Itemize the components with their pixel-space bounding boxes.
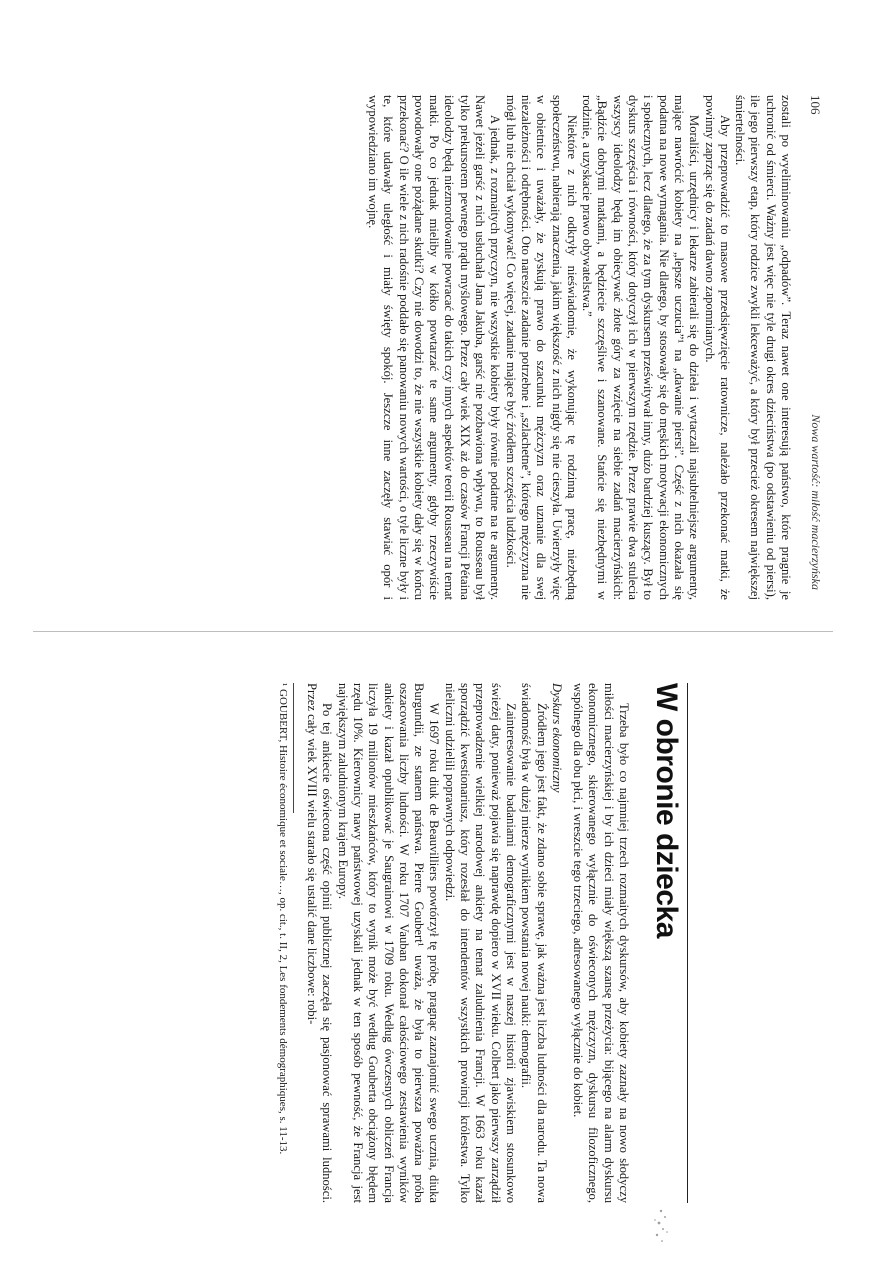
footnote-rule <box>293 683 294 813</box>
page-fold-divider <box>33 631 833 632</box>
paragraph: Po tej ankiecie oświecona część opinii publicznej zaczęła się pasjonować sprawami ludności. Przez cały wiek XVIII wielu starało się ustalić dane liczbowe: robi- <box>305 683 335 1203</box>
running-title: Nowa wartość: miłość macierzyńska <box>809 414 823 590</box>
chapter-rule <box>687 683 688 1203</box>
section-heading: Dyskurs ekonomiczny <box>549 683 564 793</box>
left-page <box>0 0 893 630</box>
paragraph: Niektóre z nich odkryły nieświadomie, że wykonując tę rodzinną pracę, niezbędną społeczeństwu, nabierają znaczenia, jakim większość z nich nigdy się nie cieszyła. Uwierzyły więc w obietnice i uważały, że zyskują prawo do szacunku mężczyzn oraz uznanie dla swej niezależności i odrębności. Oto nareszcie zadanie potrzebne i „szlachetne”, którego mężczyzna nie mógł lub nie chciał wykonywać! Co więcej, zadanie mające być źródłem szczęścia ludzkości. <box>503 95 579 600</box>
paragraph: Moraliści, urzędnicy i lekarze zabierali się do dzieła i wytaczali najsubtelniejsze argumenty, mające nawrócić kobiety na „lepsze uczucia”¹ na „dawanie piersi”. Część z nich okazała się podatna na nowe wymagania. Nie dlatego, by stosowały się do męskich motywacji ekonomicznych i społecznych, lecz dlatego, że za tym dyskursem prześwitywał inny, dużo bardziej kuszący. Był to dyskurs szczęścia i równości, który dotyczył ich w pierwszym rzędzie. Przez prawie dwa stulecia wszyscy ideolodzy będą im obiecywać złote góry za wzięcie na siebie zadań macierzyńskich: „Bądźcie dobrymi matkami, a będziecie szczęśliwe i szanowane. Stańcie się niezbędnymi w rodzinie, a uzyskacie prawo obywatelstwa.” <box>580 95 702 600</box>
right-page <box>0 633 893 1263</box>
paragraph: Zainteresowanie badaniami demograficznymi jest w naszej historii zjawiskiem stosunkowo świeżej daty, ponieważ pojawia się naprawdę dopiero w XVII wieku. Colbert jako pierwszy zarządził przeprowadzenie wielkiej narodowej ankiety na temat zaludnienia Francji. W 1663 roku kazał sporządzić kwestionariusz, który rozesłał do intendentów wszystkich prowincji królestwa. Tylko nieliczni udzielili poprawnych odpowiedzi. <box>442 683 518 1203</box>
scan-smudge-icon <box>647 1201 675 1249</box>
chapter-title: W obronie dziecka <box>650 683 683 938</box>
paragraph: Aby przeprowadzić to masowe przedsięwzięcie ratownicze, należało przekonać matki, że powinny zaprząc się do zadań dawno zapomnianych. <box>702 95 732 600</box>
paragraph: W 1697 roku diuk de Beauvilliers powtórzył tę próbę, pragnąc zaznajomić swego ucznia, diuka Burgundii, ze stanem państwa. Pierre Goubert¹ uważa, że była to pierwsza poważna próba oszacowania liczby ludności. W roku 1707 Vauban dokonał całościowego zestawienia wyników ankiety i kazał opublikować je Saugrainowi w 1709 roku. Według ówczesnych obliczeń Francja liczyła 19 milionów mieszkańców, który to wynik może być według Gouberta obciążony błędem rzędu 10%. Kierownicy nawy państwowej uzyskali jednak w ten sposób pewność, że Francja jest największym zaludnionym krajem Europy. <box>335 683 442 1203</box>
intro-paragraph: Trzeba było co najmniej trzech rozmaitych dyskursów, aby kobiety zaznały na nowo słodyczy miłości macierzyńskiej i by ich dzieci miały większą szansę przeżycia: bijącego na alarm dyskursu ekonomicznego, skierowanego wyłącznie do oświeconych mężczyzn, dyskursu filozoficznego, wspólnego dla obu płci, i wreszcie tego trzeciego, adresowanego wyłącznie do kobiet. <box>571 683 631 1203</box>
paragraph: zostali po wyeliminowaniu „odpadów”. Teraz nawet one interesują państwo, które pragnie je uchronić od śmierci. Ważny jest więc nie tyle drugi okres dzieciństwa (po odstawieniu od piersi), ile jego pierwszy etap, który rodzice zwykli lekceważyć, a który był przecież okresem największej śmiertelności. <box>733 95 793 600</box>
paragraph: A jednak, z rozmaitych przyczyn, nie wszystkie kobiety były równie podatne na te argumenty. Nawet jeżeli garść z nich usłuchała Jana Jakuba, garść nie pozbawiona wpływu, to Rousseau był tylko prekursorem pewnego prądu myślowego. Przez cały wiek XIX aż do czasów Francji Pétaina ideolodzy będą niezmordowanie powracać do takich czy innych aspektów teorii Rousseau na temat matki. Po co jednak mieliby w kółko powtarzać te same argumenty, gdyby rzeczywiście powodowały one pożądane skutki? Czy nie dowodzi to, że nie wszystkie kobiety dały się w końcu przekonać? O ile wiele z nich radośnie poddało się panowaniu nowych wartości, o tyle liczne były i te, które udawały uległość i miały święty spokój. Jeszcze inne zaczęły stawiać opór i wypowiedziano im wojnę. <box>365 95 503 600</box>
paragraph: Źródłem jego jest fakt, że zdano sobie sprawę, jak ważna jest liczba ludności dla narodu. Ta nowa świadomość była w dużej mierze wynikiem powstania nowej nauki: demografii. <box>519 683 549 1203</box>
footnote: ¹ GOUBERT, Histoire économique et sociale…, op. cit., t. II, 2, Les fondements démographiques, s. 11-13. <box>276 683 289 1155</box>
right-text-column <box>276 683 631 1203</box>
left-text-column <box>40 95 793 600</box>
running-header <box>807 95 823 590</box>
page-number: 106 <box>808 95 823 115</box>
